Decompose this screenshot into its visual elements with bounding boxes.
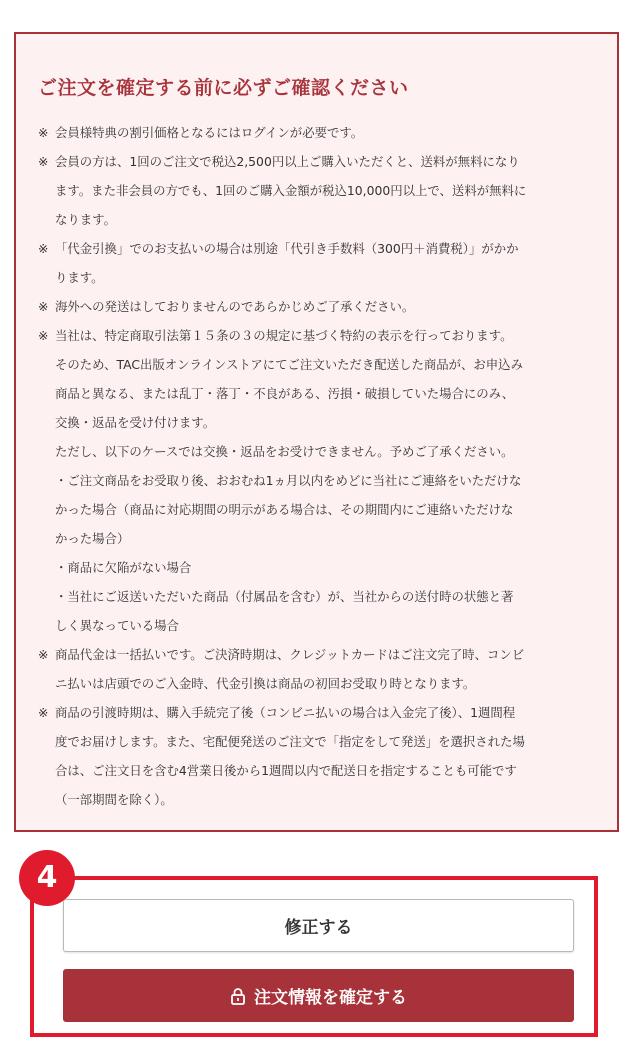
note-line: 合は、ご注文日を含む4営業日後から1週間以内で配送日を指定することも可能です [55, 763, 517, 778]
notice-item [38, 321, 595, 640]
notice-item [38, 118, 595, 147]
note-mark: ※ [38, 299, 49, 314]
note-body [55, 698, 595, 814]
note-mark: ※ [38, 647, 49, 662]
edit-button-label: 修正する [284, 918, 353, 937]
note-line: ・商品に欠陥がない場合 [55, 560, 192, 575]
note-line: 会員の方は、1回のご注文で税込2,500円以上ご購入いただくと、送料が無料になり [55, 154, 520, 169]
note-body [55, 147, 595, 234]
notice-item [38, 234, 595, 292]
note-line: ります。 [55, 270, 104, 285]
note-line: 度でお届けします。また、宅配便発送のご注文で「指定をして発送」を選択された場 [55, 734, 525, 749]
confirm-order-button[interactable] [63, 969, 574, 1022]
note-line: 商品と異なる、または乱丁・落丁・不良がある、汚損・破損していた場合にのみ、 [55, 386, 515, 401]
note-line: 海外への発送はしておりませんのであらかじめご了承ください。 [55, 299, 415, 314]
lock-icon [230, 987, 246, 1005]
step-badge: 4 [19, 850, 75, 906]
confirm-button-label: 注文情報を確定する [254, 988, 407, 1007]
note-mark: ※ [38, 328, 49, 343]
note-line: ニ払いは店頭でのご入金時、代金引換は商品の初回お受取り時となります。 [55, 676, 476, 691]
note-line: 「代金引換」でのお支払いの場合は別途「代引き手数料（300円＋消費税）」がかか [55, 241, 519, 256]
note-body [55, 640, 595, 698]
note-mark: ※ [38, 125, 49, 140]
notice-item [38, 292, 595, 321]
note-body [55, 292, 595, 321]
notice-item [38, 698, 595, 814]
note-line: 商品代金は一括払いです。ご決済時期は、クレジットカードはご注文完了時、コンビ [55, 647, 525, 662]
note-line: なります。 [55, 212, 116, 227]
note-line: そのため、TAC出版オンラインストアにてご注文いただき配送した商品が、お申込み [55, 357, 523, 372]
notice-list [38, 118, 595, 814]
note-body [55, 321, 595, 640]
confirmation-notice [14, 32, 619, 832]
note-line: かった場合（商品に対応期間の明示がある場合は、その期間内にご連絡いただけな [55, 502, 514, 517]
note-line: かった場合） [55, 531, 130, 546]
note-body [55, 234, 595, 292]
notice-title: ご注文を確定する前に必ずご確認ください [38, 77, 409, 99]
note-line: しく異なっている場合 [55, 618, 179, 633]
note-line: 商品の引渡時期は、購入手続完了後（コンビニ払いの場合は入金完了後）、1週間程 [55, 705, 516, 720]
note-body [55, 118, 595, 147]
note-line: 当社は、特定商取引法第１５条の３の規定に基づく特約の表示を行っております。 [55, 328, 513, 343]
edit-button[interactable] [63, 899, 574, 952]
note-line: ・当社にご返送いただいた商品（付属品を含む）が、当社からの送付時の状態と著 [55, 589, 514, 604]
note-line: （一部期間を除く）。 [55, 792, 173, 807]
notice-item [38, 147, 595, 234]
note-line: ただし、以下のケースでは交換・返品をお受けできません。予めご了承ください。 [55, 444, 514, 459]
note-line: ます。また非会員の方でも、1回のご購入金額が税込10,000円以上で、送料が無料に [55, 183, 527, 198]
note-mark: ※ [38, 154, 49, 169]
note-line: 会員様特典の割引価格となるにはログインが必要です。 [55, 125, 364, 140]
note-line: 交換・返品を受け付けます。 [55, 415, 216, 430]
note-line: ・ご注文商品をお受取り後、おおむね1ヵ月以内をめどに当社にご連絡をいただけな [55, 473, 522, 488]
note-mark: ※ [38, 705, 49, 720]
note-mark: ※ [38, 241, 49, 256]
notice-item [38, 640, 595, 698]
